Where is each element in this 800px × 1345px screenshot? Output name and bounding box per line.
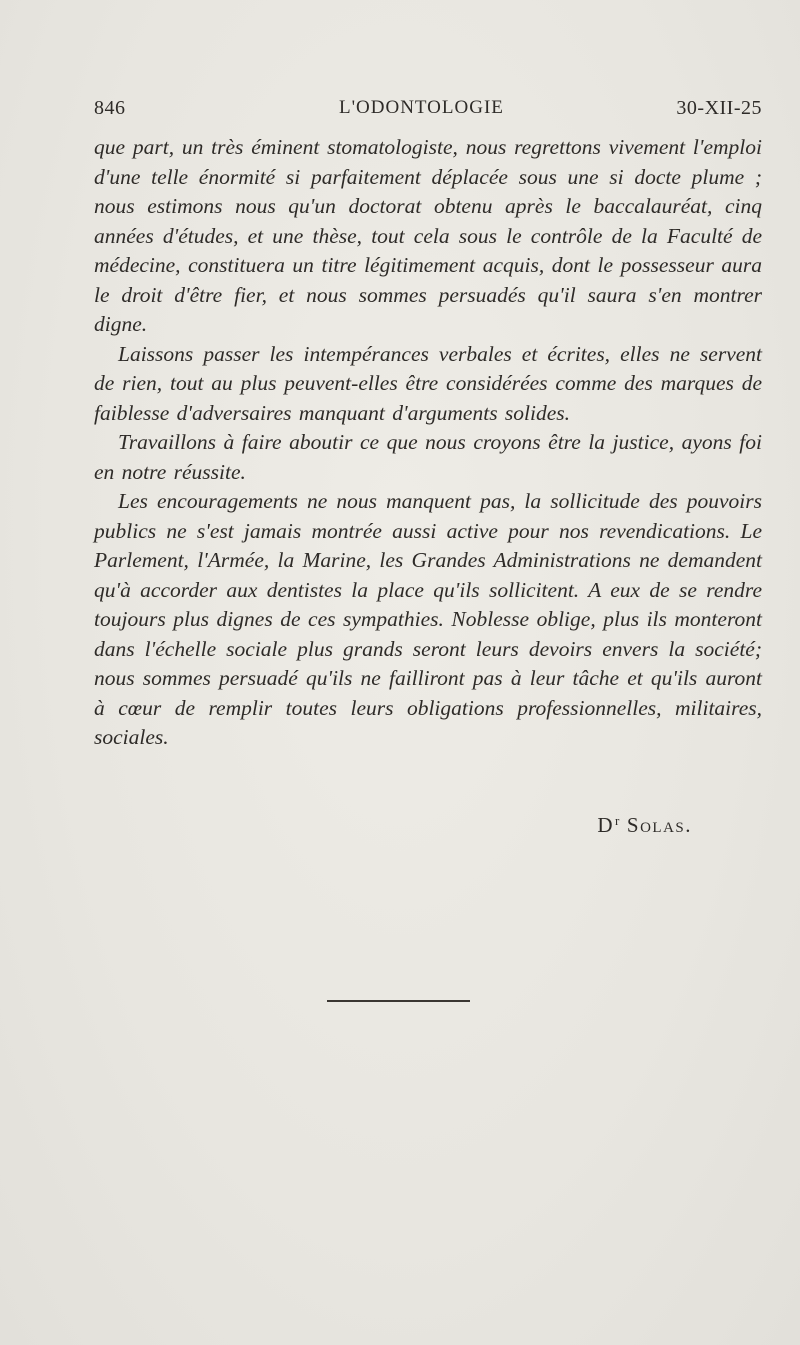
signature-name: Solas. [626,813,692,837]
paragraph-intemperances: Laissons passer les intempérances verbales et écrites, elles ne servent de rien, tout au plus peuvent-elles être considérées comme des marques de faiblesse d'adversaires manquant d'arguments solides. [94,341,762,425]
page-header [94,95,762,125]
paragraph-encouragements: Les encouragements ne nous manquent pas, la sollicitude des pouvoirs publics ne s'est jamais montrée aussi active pour nos revendications. Le Parlement, l'Armée, la Marine, les Grandes Administrations ne demandent qu'à accorder aux dentistes la place qu'ils sollicitent. A eux de se rendre toujours plus dignes de ces sympathies. Noblesse oblige, plus ils monteront dans l'échelle sociale plus grands seront leurs devoirs envers la société; nous sommes persuadé qu'ils ne failliront pas à leur tâche et qu'ils auront à cœur de remplir toutes leurs obligations professionnelles, militaires, sociales. [94,489,762,749]
end-rule-divider [327,1000,470,1002]
author-signature [597,813,692,838]
signature-title: D [597,813,615,837]
article-body [94,133,762,753]
paragraph-travaillons: Travaillons à faire aboutir ce que nous croyons être la justice, ayons foi en notre réussite. [94,430,762,484]
running-title: L'ODONTOLOGIE [339,97,504,118]
page-number: 846 [94,97,126,119]
issue-date: 30-XII-25 [676,97,762,119]
paragraph-continuation: que part, un très éminent stomatologiste, nous regrettons vivement l'emploi d'une telle énormité si parfaitement déplacée sous une si docte plume ; nous estimons nous qu'un doctorat obtenu après le baccalauréat, cinq années d'études, et une thèse, tout cela sous le contrôle de la Faculté de médecine, constituera un titre légitimement acquis, dont le possesseur aura le droit d'être fier, et nous sommes persuadés qu'il saura s'en montrer digne. [94,135,762,336]
signature-title-sup: r [615,813,621,828]
